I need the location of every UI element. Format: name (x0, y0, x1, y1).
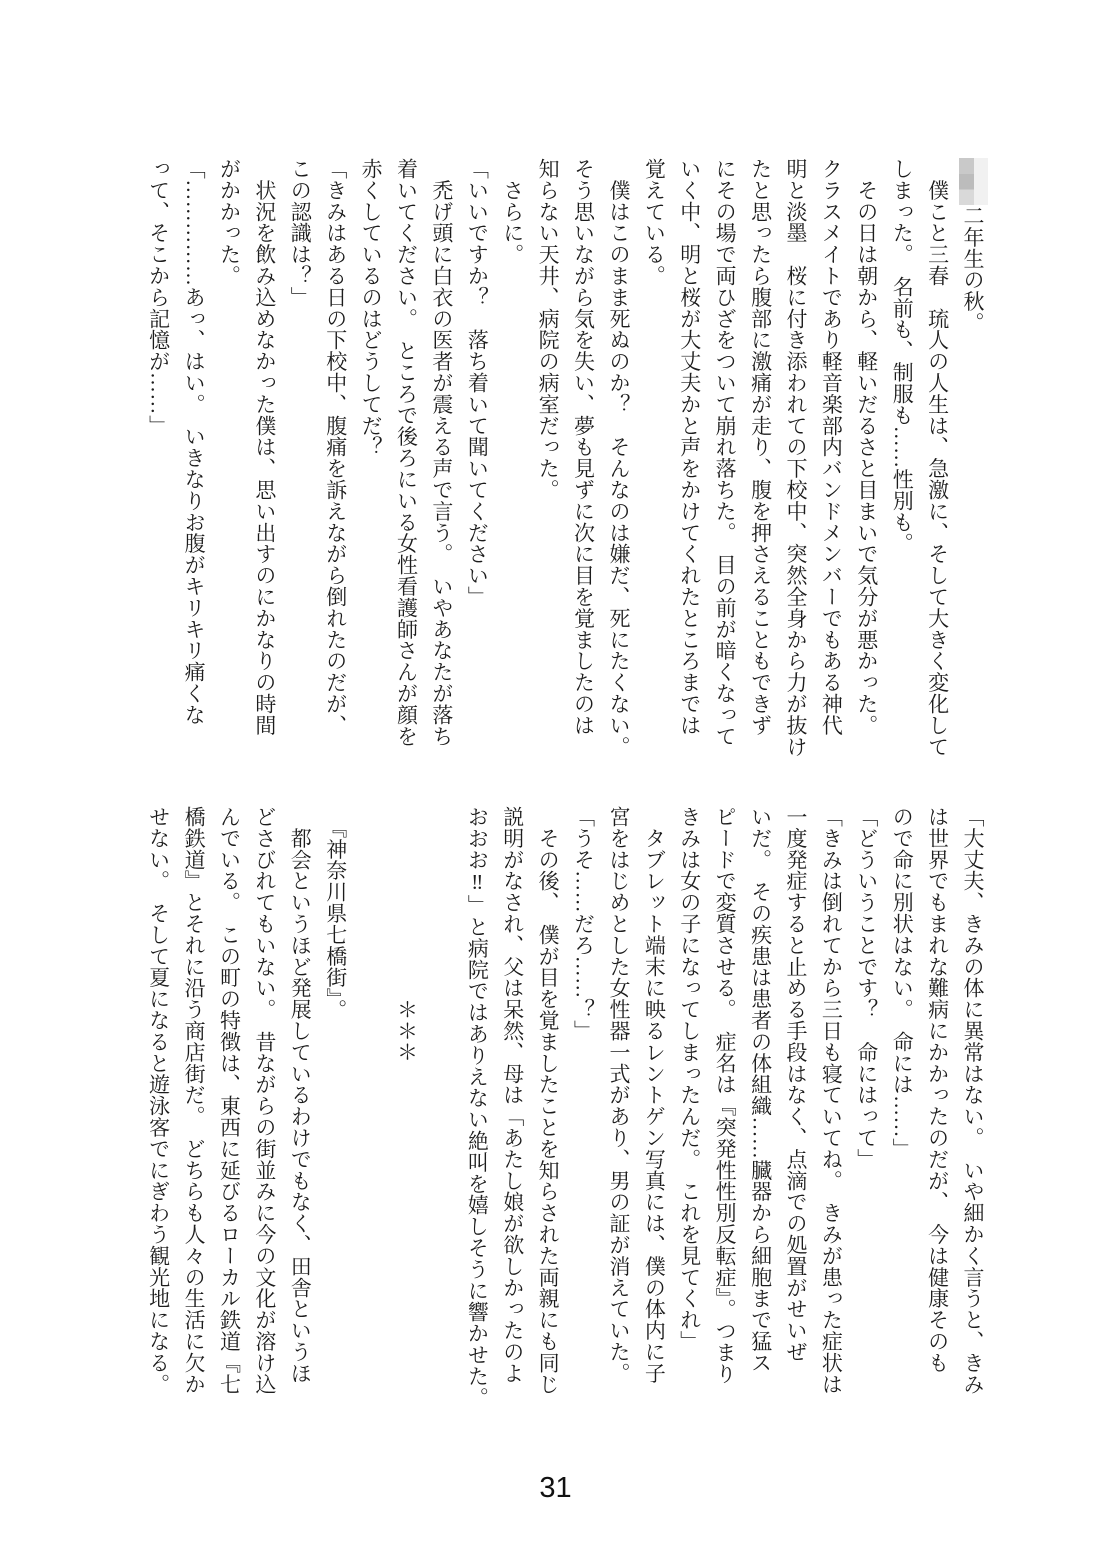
text-column: 「きみは倒れてから三日も寝ていてね。 きみが患った症状は (819, 806, 844, 1395)
text-column: せない。 そして夏になると遊泳客でにぎわう観光地になる。 (146, 806, 171, 1395)
text-column: その日は朝から、軽いだるさと目まいで気分が悪かった。 (854, 158, 879, 736)
text-column: 知らない天井、病院の病室だった。 (536, 158, 561, 501)
text-column: この認識は？」 (288, 158, 313, 308)
text-column: きみは女の子になってしまったんだ。 これを見てくれ」 (677, 806, 702, 1352)
text-column: 「どういうことです？ 命にはって」 (854, 806, 879, 1170)
text-column: にその場で両ひざをついて崩れ落ちた。 目の前が暗くなって (713, 158, 738, 747)
text-column: 宮をはじめとした女性器一式があり、男の証が消えていた。 (606, 806, 631, 1384)
text-column: 橋鉄道』とそれに沿う商店街だ。 どちらも人々の生活に欠か (182, 806, 207, 1395)
text-column: 覚えている。 (642, 158, 667, 287)
text-column (955, 158, 990, 764)
text-column: 禿げ頭に白衣の医者が震える声で言う。 いやあなたが落ち (429, 158, 454, 747)
text-column: 「大丈夫、きみの体に異常はない。 いや細かく言うと、きみ (961, 806, 985, 1395)
text-column: 赤くしているのはどうしてだ？ (359, 158, 384, 458)
text-column: いだ。 その疾患は患者の体組織……臓器から細胞まで猛ス (748, 806, 773, 1374)
text-column: たと思ったら腹部に激痛が走り、腹を押さえることもできず (748, 158, 773, 736)
text-column: って、そこから記憶が……」 (146, 158, 171, 437)
text-column: 『神奈川県七橋街』。 (323, 806, 348, 1021)
text-column: がかかった。 (217, 158, 242, 287)
text-column: は世界でもまれな難病にかかったのだが、 今は健康そのも (925, 806, 950, 1374)
column-text: 二年生の秋。 (961, 205, 985, 334)
page-number: 31 (539, 1472, 572, 1504)
text-column: ピードで変質させる。 症名は『突発性性別反転症』。つまり (713, 806, 738, 1385)
text-column: 「いいですか？ 落ち着いて聞いてください」 (465, 158, 490, 608)
text-column: 一度発症すると止める手段はなく、点滴での処置がせいぜ (783, 806, 808, 1363)
text-column: おおお‼」と病院ではありえない絶叫を嬉しそうに響かせた。 (465, 806, 490, 1409)
text-column (424, 806, 459, 1412)
text-column: 「うそ……だろ……？」 (571, 806, 596, 1042)
text-column: さらに。 (500, 158, 525, 265)
text-column: 「きみはある日の下校中、腹痛を訴えながら倒れたのだが、 (323, 158, 348, 736)
text-column: 状況を飲み込めなかった僕は、思い出すのにかなりの時間 (252, 158, 277, 736)
text-column: 着いてください。 ところで後ろにいる女性看護師さんが顔を (394, 158, 419, 747)
lower-text-block (128, 806, 990, 1412)
text-column: しまった。 名前も、制服も……性別も。 (890, 158, 915, 555)
text-column: 都会というほど発展しているわけでもなく、田舎というほ (288, 806, 313, 1384)
text-column: 明と淡墨 桜に付き添われての下校中、突然全身から力が抜け (783, 158, 808, 758)
text-column: どさびれてもいない。 昔ながらの街並みに今の文化が溶け込 (252, 806, 277, 1395)
text-column: そう思いながら気を失い、夢も見ずに次に目を覚ましたのは (571, 158, 596, 736)
text-column: 「……………あっ、はい。 いきなりお腹がキリキリ痛くな (182, 158, 207, 726)
text-column: 説明がなされ、父は呆然、母は「あたし娘が欲しかったのよ (500, 806, 525, 1384)
censored-name-mosaic (959, 158, 988, 205)
text-column: その後、 僕が目を覚ましたことを知らされた両親にも同じ (536, 806, 561, 1395)
text-column: クラスメイトであり軽音楽部内バンドメンバーでもある神代 (819, 158, 844, 736)
text-column: タブレット端末に映るレントゲン写真には、僕の体内に子 (642, 806, 667, 1384)
text-column (353, 806, 388, 1412)
text-column: ので命に別状はない。 命には……」 (890, 806, 915, 1160)
text-column: 僕こと三春 琉人の人生は、急激に、そして大きく変化して (925, 158, 950, 758)
text-column: 僕はこのまま死ぬのか？ そんなのは嫌だ、死にたくない。 (606, 158, 631, 758)
upper-text-block (128, 158, 990, 764)
text-column: いく中、明と桜が大丈夫かと声をかけてくれたところまでは (677, 158, 702, 736)
text-column: んでいる。 この町の特徴は、東西に延びるローカル鉄道『七 (217, 806, 242, 1395)
scene-divider-asterisks: ＊＊＊ (394, 806, 419, 1063)
